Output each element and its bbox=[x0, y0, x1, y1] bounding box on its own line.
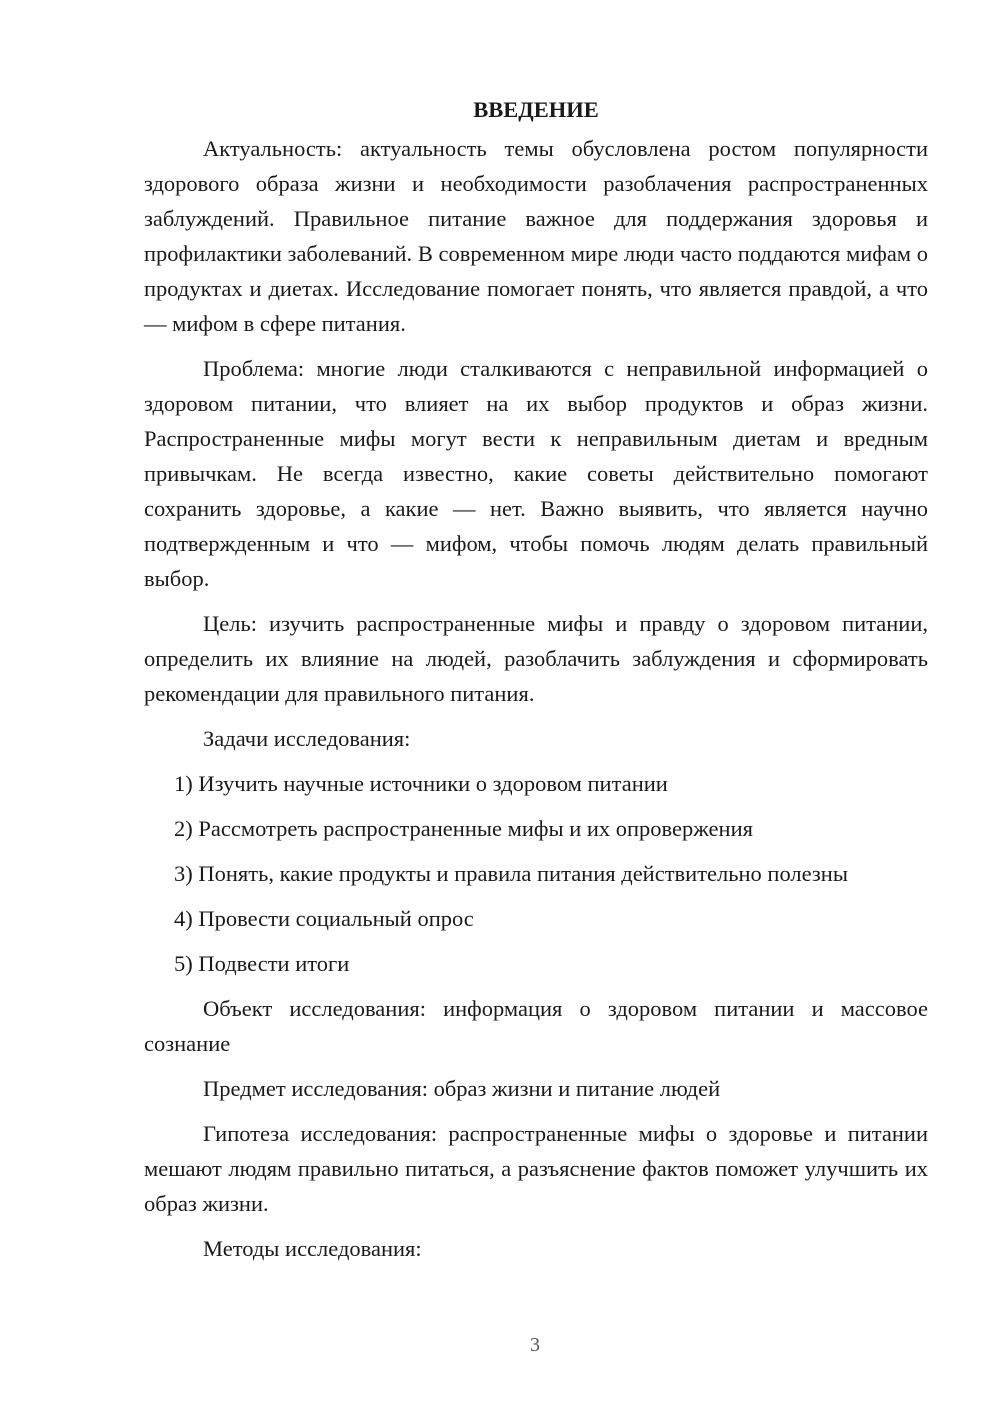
page-number: 3 bbox=[530, 1334, 540, 1356]
document-page bbox=[144, 92, 928, 1276]
hypothesis-paragraph: Гипотеза исследования: распространенные мифы о здоровье и питании мешают людям правильно питаться, а разъяснение фактов поможет улучшить их образ жизни. bbox=[144, 1121, 928, 1216]
object-paragraph: Объект исследования: информация о здоровом питании и массовое сознание bbox=[144, 996, 928, 1056]
task-item: 4) Провести социальный опрос bbox=[174, 906, 474, 931]
subject-paragraph: Предмет исследования: образ жизни и питание людей bbox=[203, 1076, 721, 1101]
task-item: 1) Изучить научные источники о здоровом питании bbox=[174, 771, 668, 796]
section-heading: ВВЕДЕНИЕ bbox=[473, 97, 599, 122]
task-list bbox=[144, 766, 928, 981]
methods-paragraph: Методы исследования: bbox=[203, 1236, 422, 1261]
problem-paragraph: Проблема: многие люди сталкиваются с неправильной информацией о здоровом питании, что влияет на их выбор продуктов и образ жизни. Распространенные мифы могут вести к неправильным диетам и вредным привычкам. Не всегда известно, какие советы действительно помогают сохранить здоровье, а какие — нет. Важно выявить, что является научно подтвержденным и что — мифом, чтобы помочь людям делать правильный выбор. bbox=[144, 356, 928, 591]
task-item: 5) Подвести итоги bbox=[174, 951, 350, 976]
goal-paragraph: Цель: изучить распространенные мифы и правду о здоровом питании, определить их влияние на людей, разоблачить заблуждения и сформировать рекомендации для правильного питания. bbox=[144, 611, 928, 706]
task-item: 2) Рассмотреть распространенные мифы и их опровержения bbox=[174, 816, 753, 841]
task-item: 3) Понять, какие продукты и правила питания действительно полезны bbox=[174, 861, 848, 886]
relevance-paragraph: Актуальность: актуальность темы обусловлена ростом популярности здорового образа жизни и необходимости разоблачения распространенных заблуждений. Правильное питание важное для поддержания здоровья и профилактики заболеваний. В современном мире люди часто поддаются мифам о продуктах и диетах. Исследование помогает понять, что является правдой, а что — мифом в сфере питания. bbox=[144, 136, 928, 336]
tasks-title: Задачи исследования: bbox=[203, 726, 411, 751]
